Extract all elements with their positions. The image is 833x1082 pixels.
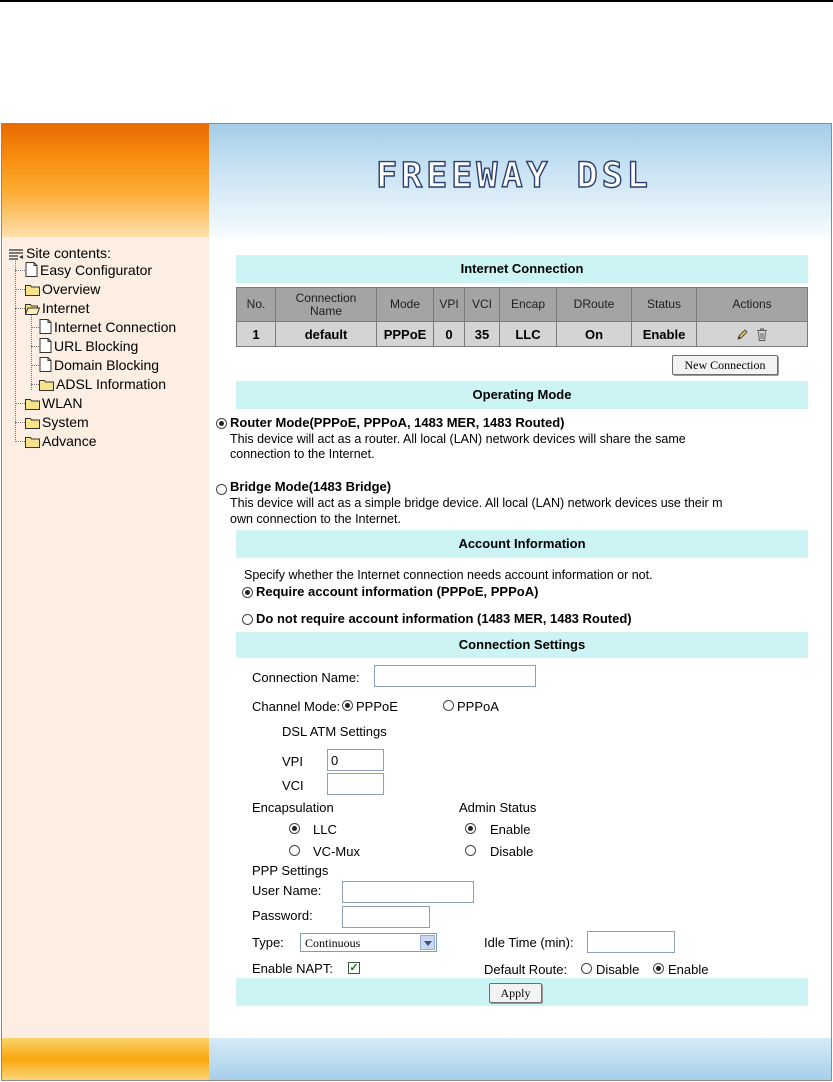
admin-enable-label: Enable [490, 822, 531, 837]
header-left-panel [2, 124, 209, 237]
col-connection-name: Connection Name [276, 288, 377, 322]
router-mode-radio[interactable] [216, 418, 227, 429]
encap-llc-radio[interactable] [289, 823, 300, 834]
encap-llc-label: LLC [313, 822, 337, 837]
tree-connector [15, 270, 25, 271]
no-account-label: Do not require account information (1483 MER, 1483 Routed) [256, 611, 632, 626]
tree-connector [15, 441, 25, 442]
page-icon [39, 357, 52, 372]
tree-connector [15, 289, 25, 290]
tree-connector [31, 346, 39, 347]
cell-name: default [276, 322, 377, 347]
admin-disable-radio[interactable] [465, 845, 476, 856]
col-vpi: VPI [434, 288, 465, 322]
encapsulation-label: Encapsulation [252, 800, 334, 815]
cell-vpi: 0 [434, 322, 465, 347]
folder-icon [25, 397, 40, 410]
cell-status: Enable [632, 322, 697, 347]
cell-mode: PPPoE [377, 322, 434, 347]
connection-name-input[interactable] [374, 665, 536, 687]
page-icon [39, 319, 52, 334]
new-connection-button[interactable]: New Connection [672, 355, 778, 375]
sidebar [2, 237, 210, 1038]
default-route-disable-label: Disable [596, 962, 640, 977]
cell-actions [697, 322, 808, 347]
col-mode: Mode [377, 288, 434, 322]
col-vci: VCI [465, 288, 500, 322]
channel-pppoa-radio[interactable] [443, 700, 454, 711]
apply-button[interactable]: Apply [489, 983, 542, 1003]
page-icon [25, 262, 38, 277]
col-status: Status [632, 288, 697, 322]
router-mode-label: Router Mode(PPPoE, PPPoA, 1483 MER, 1483 Routed) [230, 415, 565, 430]
idle-time-input[interactable] [587, 931, 675, 953]
col-no: No. [237, 288, 276, 322]
connection-table [236, 287, 808, 347]
cell-vci: 35 [465, 322, 500, 347]
enable-napt-label: Enable NAPT: [252, 961, 333, 976]
bridge-mode-desc-1: This device will act as a simple bridge device. All local (LAN) network devices use their m [230, 496, 723, 510]
footer-left-panel [2, 1038, 209, 1080]
tree-item-internet-connection[interactable]: Internet Connection [39, 319, 176, 335]
password-label: Password: [252, 908, 313, 923]
operating-mode-header: Operating Mode [236, 381, 808, 409]
ppp-settings-label: PPP Settings [252, 863, 329, 878]
type-label: Type: [252, 935, 284, 950]
cell-no: 1 [237, 322, 276, 347]
admin-status-label: Admin Status [459, 800, 537, 815]
idle-time-label: Idle Time (min): [484, 935, 574, 950]
tree-connector [15, 422, 25, 423]
bridge-mode-radio[interactable] [216, 484, 227, 495]
enable-napt-checkbox[interactable]: ✓ [349, 962, 359, 974]
folder-icon [25, 435, 40, 448]
table-header-row [237, 288, 808, 322]
cell-droute: On [557, 322, 632, 347]
connection-name-label: Connection Name: [252, 670, 360, 685]
vci-label: VCI [282, 778, 304, 793]
default-route-disable-radio[interactable] [581, 963, 592, 974]
type-select-value: Continuous [305, 936, 361, 950]
router-mode-desc-1: This device will act as a router. All local (LAN) network devices will share the same [230, 432, 686, 446]
cell-encap: LLC [500, 322, 557, 347]
footer-right-panel [209, 1038, 831, 1080]
default-route-enable-radio[interactable] [653, 963, 664, 974]
tree-connector [31, 365, 39, 366]
folder-icon [25, 416, 40, 429]
tree-line [31, 309, 32, 390]
tree-item-internet[interactable]: Internet [25, 300, 89, 316]
channel-pppoe-label: PPPoE [356, 699, 398, 714]
channel-pppoe-radio[interactable] [342, 700, 353, 711]
username-input[interactable] [342, 881, 474, 903]
main-content [209, 237, 831, 1038]
tree-connector [31, 384, 39, 385]
vci-input[interactable] [327, 773, 384, 795]
type-select[interactable] [300, 933, 437, 952]
account-intro: Specify whether the Internet connection needs account information or not. [244, 568, 653, 582]
internet-connection-header: Internet Connection [236, 255, 808, 283]
col-droute: DRoute [557, 288, 632, 322]
tree-item-system[interactable]: System [25, 414, 89, 430]
encap-vcmux-radio[interactable] [289, 845, 300, 856]
brand-logo: FREEWAY DSL [376, 156, 652, 196]
folder-icon [25, 283, 40, 296]
site-contents-icon [8, 248, 24, 260]
tree-connector [15, 403, 25, 404]
top-rule [0, 0, 833, 2]
channel-pppoa-label: PPPoA [457, 699, 499, 714]
bridge-mode-label: Bridge Mode(1483 Bridge) [230, 479, 392, 494]
tree-item-url-blocking[interactable]: URL Blocking [39, 338, 138, 354]
admin-disable-label: Disable [490, 844, 534, 859]
col-encap: Encap [500, 288, 557, 322]
chevron-down-icon [420, 935, 435, 950]
tree-item-advance[interactable]: Advance [25, 433, 96, 449]
password-input[interactable] [342, 906, 430, 928]
no-account-radio[interactable] [242, 614, 253, 625]
vpi-label: VPI [282, 754, 303, 769]
connection-settings-header: Connection Settings [236, 632, 808, 658]
default-route-enable-label: Enable [668, 962, 709, 977]
username-label: User Name: [252, 883, 322, 898]
channel-mode-label: Channel Mode: [252, 699, 341, 714]
header-banner [209, 124, 831, 237]
tree-connector [15, 308, 25, 309]
admin-enable-radio[interactable] [465, 823, 476, 834]
account-information-header: Account Information [236, 530, 808, 558]
tree-item-domain-blocking[interactable]: Domain Blocking [39, 357, 159, 373]
vpi-input[interactable] [327, 749, 384, 771]
tree-title: Site contents: [8, 245, 111, 261]
default-route-label: Default Route: [484, 962, 568, 977]
edit-pencil-icon[interactable] [736, 327, 750, 341]
col-actions: Actions [697, 288, 808, 322]
require-account-label: Require account information (PPPoE, PPPoA) [256, 584, 539, 599]
tree-item-overview[interactable]: Overview [25, 281, 100, 297]
dsl-atm-settings-label: DSL ATM Settings [282, 724, 387, 739]
bridge-mode-desc-2: own connection to the Internet. [230, 512, 401, 526]
table-row [237, 322, 808, 347]
folder-icon [39, 378, 54, 391]
encap-vcmux-label: VC-Mux [313, 844, 360, 859]
tree-item-wlan[interactable]: WLAN [25, 395, 82, 411]
tree-item-adsl-information[interactable]: ADSL Information [39, 376, 166, 392]
folder-open-icon [25, 302, 40, 315]
page-icon [39, 338, 52, 353]
tree-connector [31, 327, 39, 328]
delete-trash-icon[interactable] [756, 328, 768, 341]
router-admin-frame [1, 123, 832, 1081]
require-account-radio[interactable] [242, 587, 253, 598]
tree-item-easy-configurator[interactable]: Easy Configurator [25, 262, 152, 278]
router-mode-desc-2: connection to the Internet. [230, 447, 375, 461]
